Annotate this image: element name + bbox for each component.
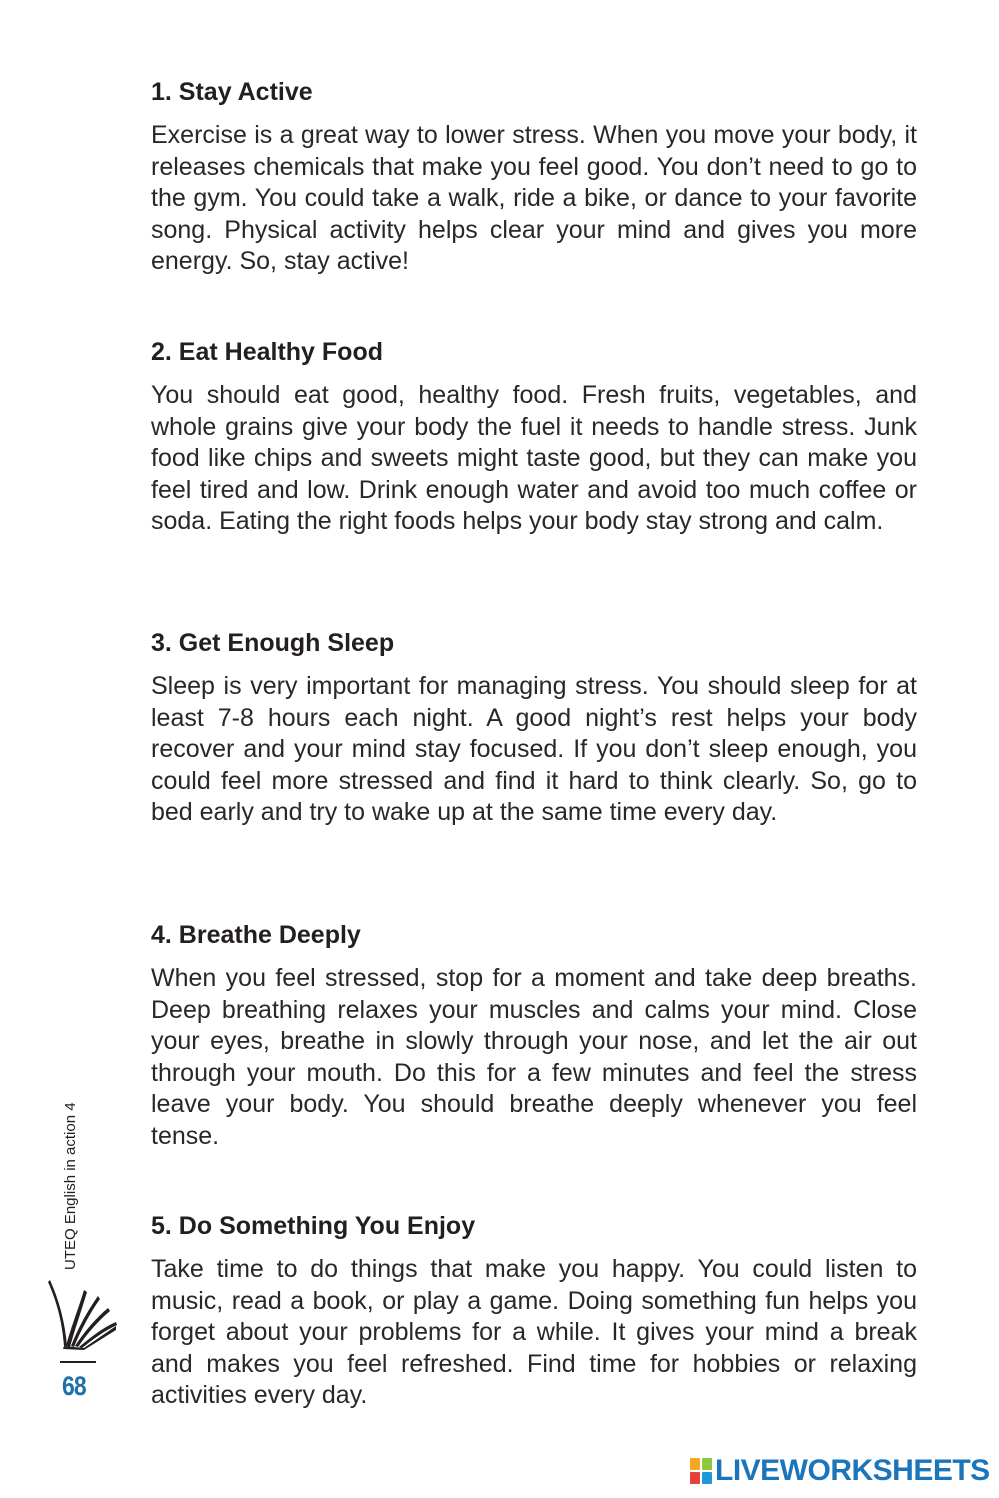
section-body: Sleep is very important for managing stress. You should sleep for at least 7-8 hours each night. A good night’s rest helps your body recover and your mind stay focused. If you don’t sleep enough, you could feel more stressed and find it hard to think clearly. So, go to bed early and try to wake up at the same time every day.	[151, 672, 917, 826]
section-body: When you feel stressed, stop for a moment and take deep breaths. Deep breathing relaxes your muscles and calms your mind. Close your eyes, breathe in slowly through your nose, and let the air out through your mouth. Do this for a few minutes and feel the stress leave your body. You should breathe deeply whenever you feel tense.	[151, 964, 917, 1150]
section-title: 2. Eat Healthy Food	[151, 338, 383, 366]
book-icon	[44, 1280, 118, 1350]
section-breathe-deeply	[151, 919, 917, 1152]
section-stay-active	[151, 76, 917, 278]
section-body: You should eat good, healthy food. Fresh fruits, vegetables, and whole grains give your body the fuel it needs to handle stress. Junk food like chips and sweets might taste good, but they can make you feel tired and low. Drink enough water and avoid too much coffee or soda. Eating the right foods helps your body stay strong and calm.	[151, 381, 917, 535]
page-number: 68	[62, 1371, 86, 1401]
section-do-something-you-enjoy	[151, 1210, 917, 1412]
liveworksheets-logo[interactable]	[690, 1456, 990, 1486]
section-body: Exercise is a great way to lower stress. When you move your body, it releases chemicals that make you feel good. You don’t need to go to the gym. You could take a walk, ride a bike, or dance to your favorite song. Physical activity helps clear your mind and gives you more energy. So, stay active!	[151, 121, 917, 275]
section-title: 3. Get Enough Sleep	[151, 629, 395, 657]
section-eat-healthy-food	[151, 336, 917, 538]
section-title: 4. Breathe Deeply	[151, 921, 361, 949]
liveworksheets-brand-text: LIVEWORKSHEETS	[715, 1454, 990, 1487]
page-number-divider	[60, 1361, 96, 1363]
section-get-enough-sleep	[151, 627, 917, 829]
section-body: Take time to do things that make you happy. You could listen to music, read a book, or play a game. Doing something fun helps you forget about your problems for a while. It gives your mind a break and makes you feel refreshed. Find time for hobbies or relaxing activities every day.	[151, 1255, 917, 1409]
section-title: 1. Stay Active	[151, 78, 313, 106]
book-title-vertical: UTEQ English in action 4	[62, 1102, 79, 1270]
liveworksheets-logo-icon	[690, 1458, 712, 1484]
section-title: 5. Do Something You Enjoy	[151, 1212, 476, 1240]
